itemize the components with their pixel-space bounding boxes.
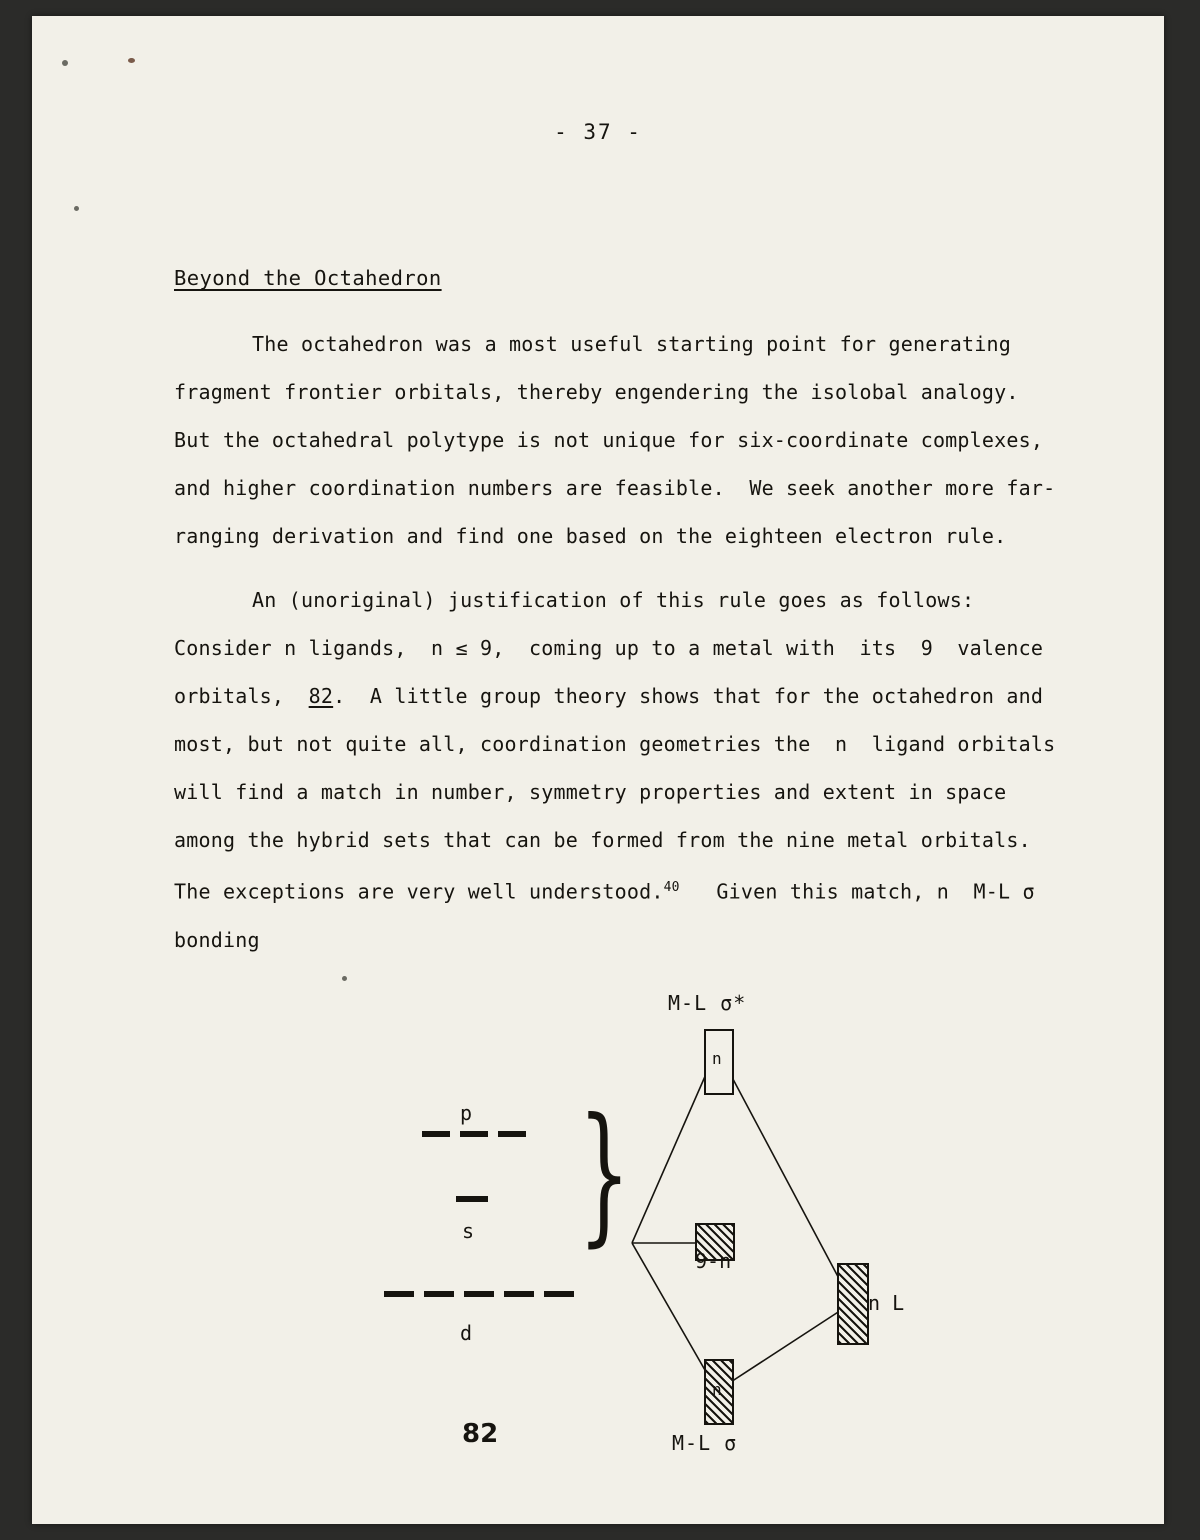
footnote-marker-40: 40 [663,880,680,895]
paragraph2-tail: Given this match, n M-L σ bonding [174,879,1060,952]
paper-speck [342,976,347,981]
diagram-connector-lines [332,991,972,1471]
figure-number: 82 [462,1419,499,1449]
page-folio: - 37 - [554,120,642,144]
label-p-orbitals: p [460,1101,473,1125]
structure-reference-82: 82 [308,684,334,708]
metal-level-d-dash [384,1291,414,1297]
paper-speck [128,58,135,63]
metal-level-d-dash [464,1291,494,1297]
label-nL: n L [868,1291,905,1315]
label-nine-minus-n: 9-n [695,1249,732,1273]
ligand-level-box [837,1263,869,1345]
antibonding-box-label: n [712,1049,722,1068]
paper-speck [62,60,68,66]
body-paragraph-1: The octahedron was a most useful starting point for generating fragment frontier orbitals, thereby engendering the isolobal analogy. But the octahedral polytype is not unique for six-coordinate complexes, and higher coordination numbers are feasible. We seek another more far-ranging derivation and find one based on the eighteen electron rule. [174,332,1056,548]
brace-glyph: } [578,1087,631,1261]
metal-level-d-dash [544,1291,574,1297]
label-d-orbitals: d [460,1321,473,1345]
metal-level-d-dash [504,1291,534,1297]
paragraph2-mid: . A little group theory shows that for the octahedron and most, but not quite all, coordination geometries the n ligand orbitals will find a match in number, symmetry properties and extent in space among the hybrid sets that can be formed from the nine metal orbitals. The exceptions are very well understood. [174,684,1068,904]
metal-level-s-dash [456,1196,488,1202]
metal-level-d-dash [424,1291,454,1297]
page-content [174,266,1074,972]
bonding-box-label: n [712,1380,722,1399]
orbital-interaction-diagram [332,991,972,1471]
metal-level-p-dash [460,1131,488,1137]
paper-speck [74,206,79,211]
label-s-orbital: s [462,1219,475,1243]
body-paragraph-2 [174,576,1074,964]
label-ml-sigma: M-L σ [672,1431,738,1455]
metal-level-p-dash [498,1131,526,1137]
paragraph2-lead: An (unoriginal) justification of this rule goes as follows: Consider n ligands, n ≤ 9, coming up to a metal with its 9 valence orbitals, [174,588,1056,708]
section-heading: Beyond the Octahedron [174,266,442,290]
label-ml-sigma-star: M-L σ* [668,991,747,1015]
document-page [32,16,1164,1524]
metal-level-p-dash [422,1131,450,1137]
